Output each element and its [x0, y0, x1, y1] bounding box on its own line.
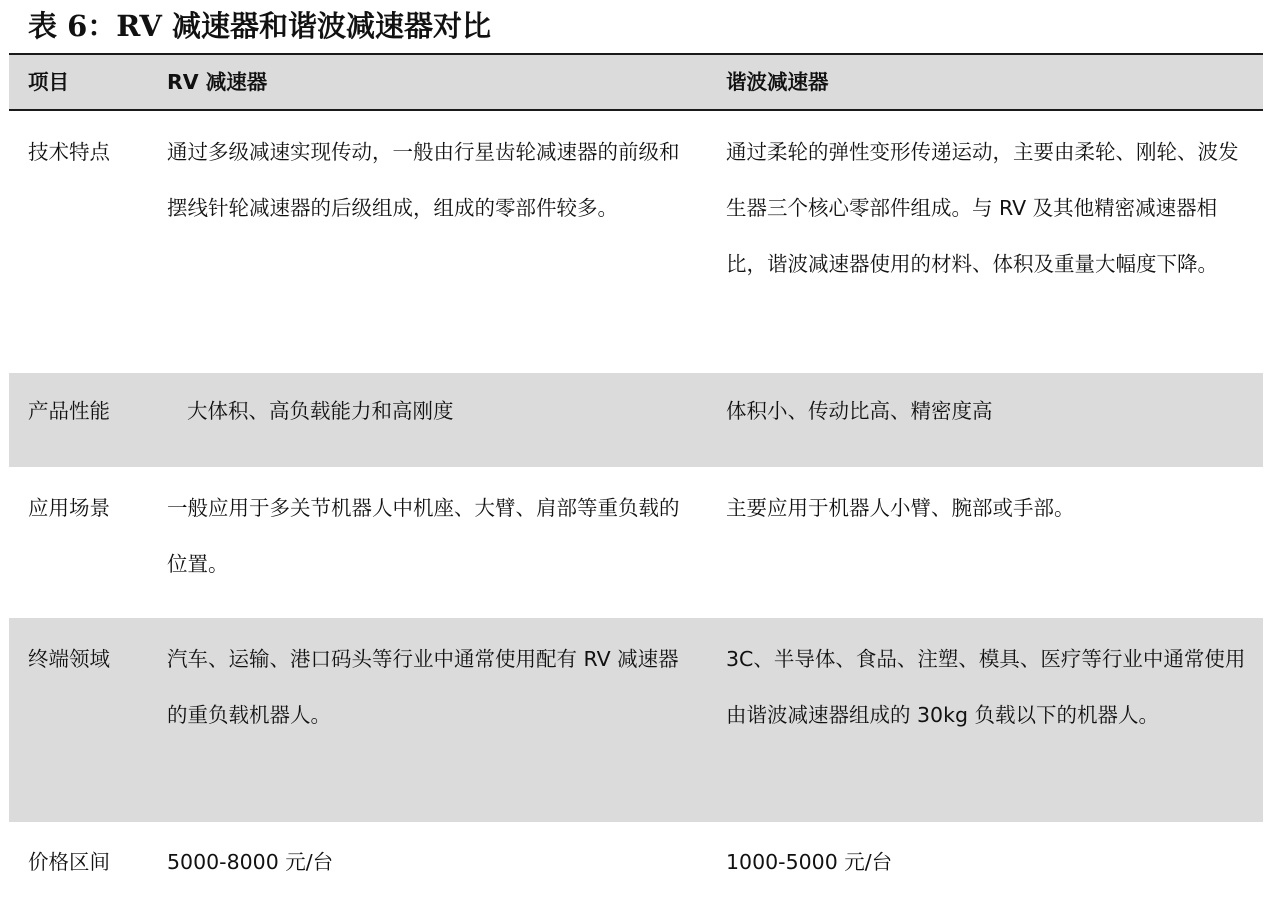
table-row-product-performance: [9, 373, 1263, 467]
table-header-row: [9, 53, 1263, 111]
rv-cell: 通过多级减速实现传动，一般由行星齿轮减速器的前级和摆线针轮减速器的后级组成，组成的零部件较多。: [167, 140, 680, 220]
harmonic-cell: 通过柔轮的弹性变形传递运动，主要由柔轮、刚轮、波发生器三个核心零部件组成。与 RV 及其他精密减速器相比，谐波减速器使用的材料、体积及重量大幅度下降。: [726, 140, 1239, 276]
table-row-price-range: [9, 822, 1263, 910]
table-row-application-scenario: [9, 467, 1263, 618]
comparison-table: [9, 53, 1263, 910]
table-row-end-market: [9, 618, 1263, 822]
rv-cell: 5000-8000 元/台: [167, 850, 334, 874]
harmonic-cell: 1000-5000 元/台: [726, 850, 893, 874]
header-item: 项目: [28, 70, 69, 94]
row-label: 技术特点: [28, 140, 110, 164]
rv-cell: 汽车、运输、港口码头等行业中通常使用配有 RV 减速器的重负载机器人。: [167, 647, 679, 727]
harmonic-cell: 主要应用于机器人小臂、腕部或手部。: [726, 496, 1075, 520]
harmonic-cell: 3C、半导体、食品、注塑、模具、医疗等行业中通常使用由谐波减速器组成的 30kg 负载以下的机器人。: [726, 647, 1246, 727]
table-title: 表 6：RV 减速器和谐波减速器对比: [28, 9, 491, 43]
row-label: 终端领域: [28, 647, 110, 671]
harmonic-cell: 体积小、传动比高、精密度高: [726, 399, 993, 423]
header-rv-reducer: RV 减速器: [167, 70, 268, 94]
rv-cell: 一般应用于多关节机器人中机座、大臂、肩部等重负载的位置。: [167, 496, 680, 576]
header-harmonic-reducer: 谐波减速器: [726, 70, 829, 94]
row-label: 价格区间: [28, 850, 110, 874]
row-label: 应用场景: [28, 496, 110, 520]
rv-cell: 大体积、高负载能力和高刚度: [187, 399, 454, 423]
table-row-technical-features: [9, 111, 1263, 373]
row-label: 产品性能: [28, 399, 110, 423]
